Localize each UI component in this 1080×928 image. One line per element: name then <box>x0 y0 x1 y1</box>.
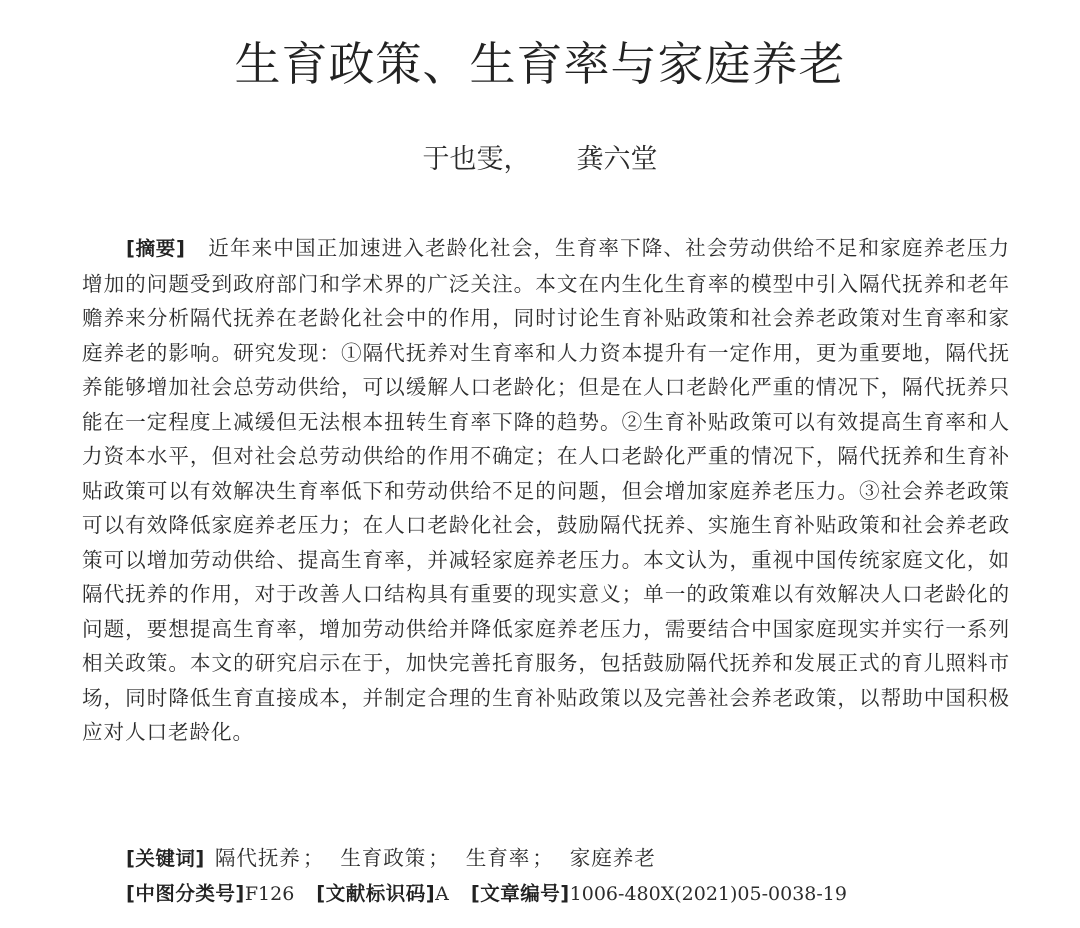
keyword: 隔代抚养 <box>214 846 301 870</box>
document-code-label: [文献标识码] <box>316 882 436 905</box>
keyword-separator: ； <box>532 846 554 870</box>
clc-label: [中图分类号] <box>126 882 245 905</box>
keyword-separator: ； <box>428 846 450 870</box>
keyword: 生育政策 <box>340 846 427 870</box>
document-code-value: A <box>435 883 449 905</box>
author-name: 于也雯， <box>422 144 531 175</box>
article-number-label: [文章编号] <box>470 882 570 905</box>
abstract-label: [摘要] <box>126 237 186 260</box>
clc-value: F126 <box>244 883 295 905</box>
keywords-label: [关键词] <box>126 847 205 870</box>
keyword-separator: ； <box>302 846 325 870</box>
classification-line <box>126 879 847 909</box>
abstract <box>82 231 1010 750</box>
abstract-text: 近年来中国正加速进入老龄化社会，生育率下降、社会劳动供给不足和家庭养老压力增加的问题受到政府部门和学术界的广泛关注。本文在内生化生育率的模型中引入隔代抚养和老年赡养来分析隔代抚养在老龄化社会中的作用，同时讨论生育补贴政策和社会养老政策对生育率和家庭养老的影响。研究发现：①隔代抚养对生育率和人力资本提升有一定作用，更为重要地，隔代抚养能够增加社会总劳动供给，可以缓解人口老龄化；但是在人口老龄化严重的情况下，隔代抚养只能在一定程度上减缓但无法根本扭转生育率下降的趋势。②生育补贴政策可以有效提高生育率和人力资本水平，但对社会总劳动供给的作用不确定；在人口老龄化严重的情况下，隔代抚养和生育补贴政策可以有效解决生育率低下和劳动供给不足的问题，但会增加家庭养老压力。③社会养老政策可以有效降低家庭养老压力；在人口老龄化社会，鼓励隔代抚养、实施生育补贴政策和社会养老政策可以增加劳动供给、提高生育率，并减轻家庭养老压力。本文认为，重视中国传统家庭文化，如隔代抚养的作用，对于改善人口结构具有重要的现实意义；单一的政策难以有效解决人口老龄化的问题，要想提高生育率，增加劳动供给并降低家庭养老压力，需要结合中国家庭现实并实行一系列相关政策。本文的研究启示在于，加快完善托育服务，包括鼓励隔代抚养和发展正式的育儿照料市场，同时降低生育直接成本，并制定合理的生育补贴政策以及完善社会养老政策，以帮助中国积极应对人口老龄化。 <box>82 236 1011 744</box>
keyword: 生育率 <box>465 846 531 870</box>
author-list <box>0 140 1080 180</box>
keywords-line <box>126 843 656 874</box>
article-number-value: 1006-480X(2021)05-0038-19 <box>569 883 847 905</box>
paper-title: 生育政策、生育率与家庭养老 <box>234 37 846 91</box>
keyword: 家庭养老 <box>569 846 656 870</box>
author-name: 龚六堂 <box>576 144 658 175</box>
